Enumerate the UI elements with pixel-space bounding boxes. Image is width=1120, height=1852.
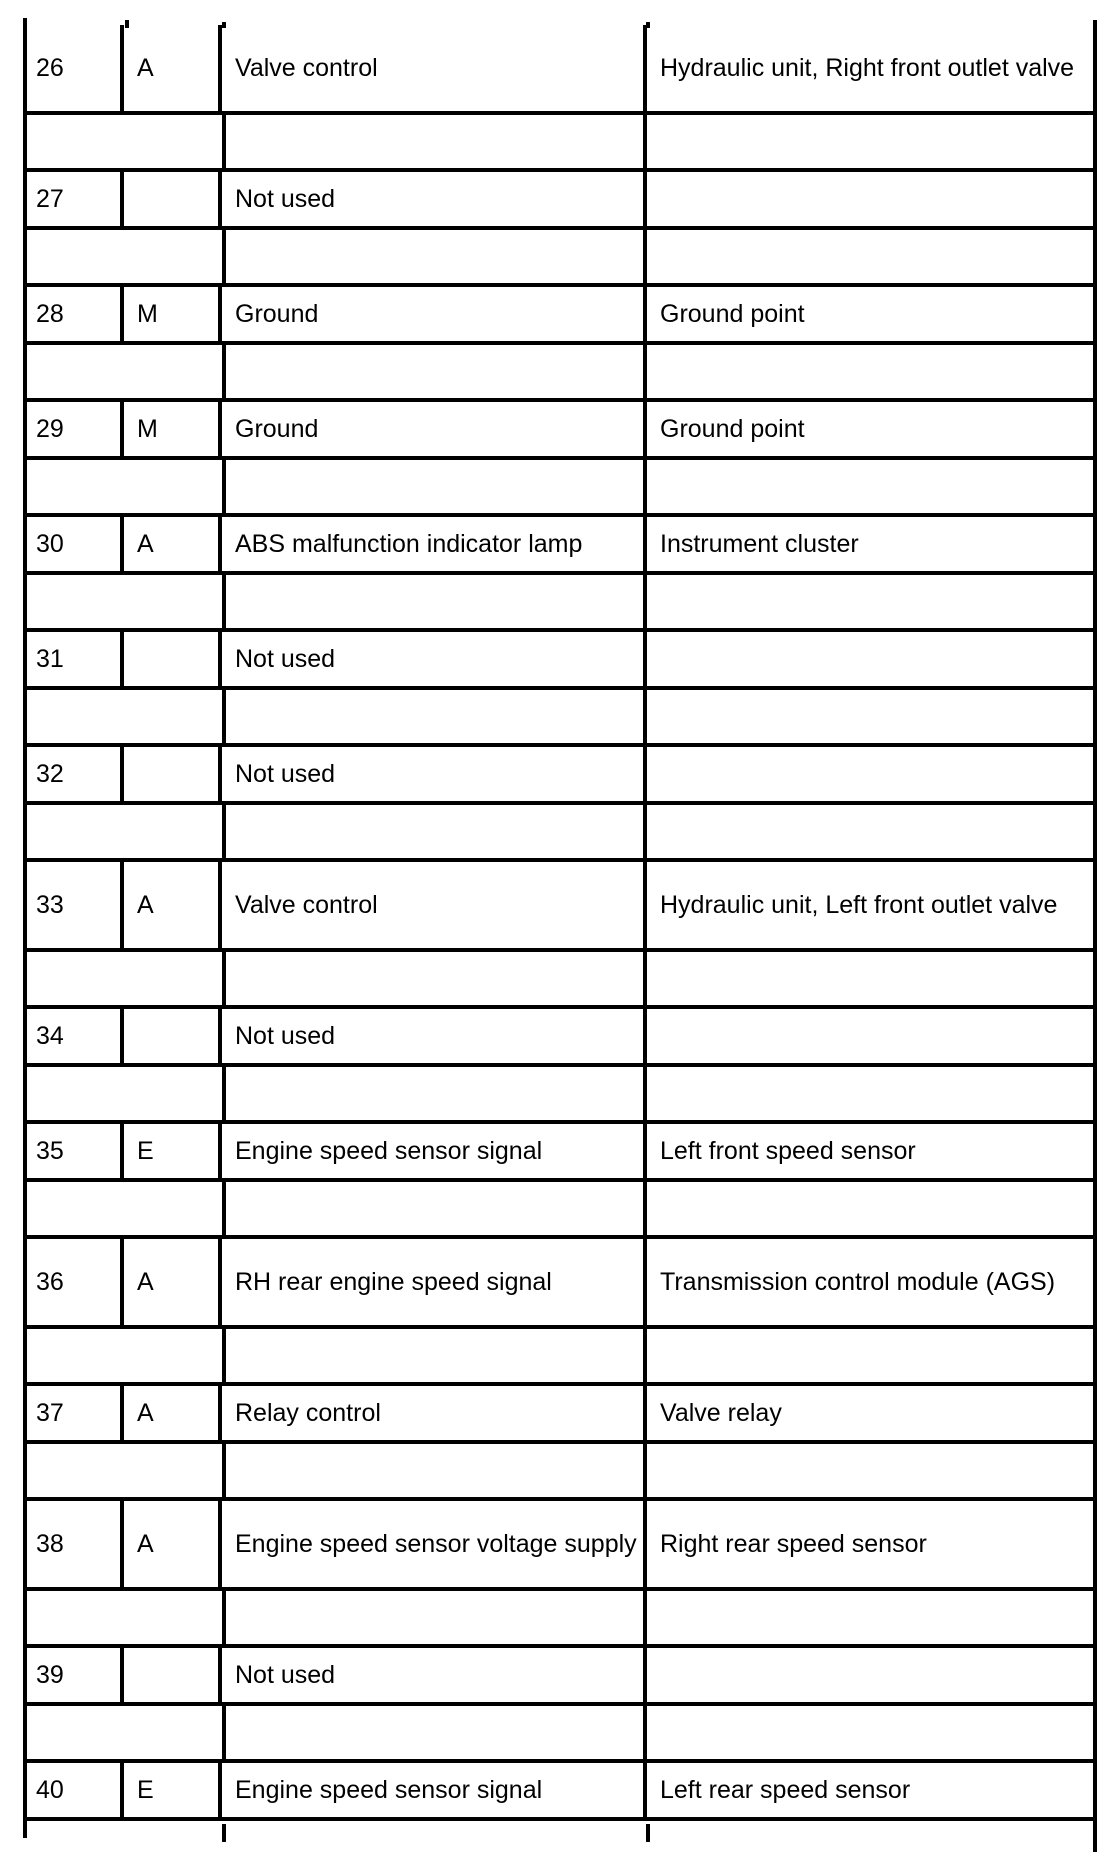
signal-type-cell	[124, 632, 222, 686]
spacer-row	[27, 1444, 1096, 1501]
description-cell: Relay control	[222, 1386, 647, 1440]
pin-number-cell: 31	[27, 632, 124, 686]
table-row	[27, 1386, 1096, 1444]
column-divider	[646, 1824, 650, 1842]
table-row	[27, 747, 1096, 805]
pin-number-cell: 27	[27, 172, 124, 226]
destination-cell: Transmission control module (AGS)	[660, 1268, 1056, 1296]
pin-number-cell: 26	[27, 25, 124, 111]
destination-cell: Ground point	[660, 300, 805, 328]
spacer-row	[27, 1706, 1096, 1763]
signal-type-cell: E	[124, 1763, 222, 1817]
signal-type-cell: A	[124, 517, 222, 571]
pin-number-cell: 38	[27, 1501, 124, 1587]
signal-type-cell: A	[124, 862, 222, 948]
table-row	[27, 862, 1096, 952]
table-row	[27, 1763, 1096, 1821]
table-row	[27, 1648, 1096, 1706]
table-row	[27, 1239, 1096, 1329]
description-cell: Not used	[222, 747, 647, 801]
spacer-row	[27, 345, 1096, 402]
pin-number-cell: 36	[27, 1239, 124, 1325]
signal-type-cell: A	[124, 25, 222, 111]
pin-number-cell: 34	[27, 1009, 124, 1063]
spacer-row	[27, 575, 1096, 632]
signal-type-cell: E	[124, 1124, 222, 1178]
pin-number-cell: 33	[27, 862, 124, 948]
table-row	[27, 1124, 1096, 1182]
table-body	[27, 25, 1096, 1821]
destination-cell	[647, 1648, 1096, 1702]
destination-cell: Left front speed sensor	[660, 1137, 916, 1165]
table-row	[27, 632, 1096, 690]
destination-cell: Ground point	[660, 415, 805, 443]
destination-cell: Hydraulic unit, Left front outlet valve	[660, 891, 1058, 919]
pin-number-cell: 29	[27, 402, 124, 456]
description-cell: Ground	[222, 402, 647, 456]
destination-cell	[647, 172, 1096, 226]
description-cell: Engine speed sensor signal	[222, 1763, 647, 1817]
spacer-row	[27, 690, 1096, 747]
pin-number-cell: 37	[27, 1386, 124, 1440]
table-row	[27, 1009, 1096, 1067]
spacer-row	[27, 1591, 1096, 1648]
signal-type-cell	[124, 1009, 222, 1063]
description-cell: ABS malfunction indicator lamp	[222, 517, 647, 571]
destination-cell	[647, 632, 1096, 686]
description-cell: Not used	[222, 172, 647, 226]
signal-type-cell: M	[124, 402, 222, 456]
signal-type-cell: M	[124, 287, 222, 341]
pin-number-cell: 40	[27, 1763, 124, 1817]
description-cell: Not used	[222, 1648, 647, 1702]
destination-cell: Left rear speed sensor	[660, 1776, 911, 1804]
signal-type-cell	[124, 172, 222, 226]
destination-cell: Right rear speed sensor	[660, 1530, 927, 1558]
pin-number-cell: 28	[27, 287, 124, 341]
description-cell: Engine speed sensor voltage supply	[222, 1501, 647, 1587]
column-divider	[222, 1824, 226, 1842]
spacer-row	[27, 460, 1096, 517]
table-row	[27, 287, 1096, 345]
signal-type-cell: A	[124, 1386, 222, 1440]
destination-cell	[647, 1009, 1096, 1063]
spacer-row	[27, 115, 1096, 172]
description-cell: Engine speed sensor signal	[222, 1124, 647, 1178]
pin-number-cell: 35	[27, 1124, 124, 1178]
spacer-row	[27, 1067, 1096, 1124]
pin-number-cell: 30	[27, 517, 124, 571]
description-cell: Not used	[222, 1009, 647, 1063]
table-row	[27, 402, 1096, 460]
destination-cell	[647, 747, 1096, 801]
signal-type-cell	[124, 747, 222, 801]
table-row	[27, 25, 1096, 115]
destination-cell: Hydraulic unit, Right front outlet valve	[660, 54, 1075, 82]
spacer-row	[27, 1182, 1096, 1239]
description-cell: RH rear engine speed signal	[222, 1239, 647, 1325]
table-row	[27, 172, 1096, 230]
signal-type-cell: A	[124, 1501, 222, 1587]
spacer-row	[27, 805, 1096, 862]
spacer-row	[27, 952, 1096, 1009]
destination-cell: Instrument cluster	[660, 530, 859, 558]
description-cell: Not used	[222, 632, 647, 686]
description-cell: Valve control	[222, 25, 647, 111]
table-row	[27, 517, 1096, 575]
spacer-row	[27, 1329, 1096, 1386]
pin-number-cell: 32	[27, 747, 124, 801]
pin-number-cell: 39	[27, 1648, 124, 1702]
description-cell: Ground	[222, 287, 647, 341]
description-cell: Valve control	[222, 862, 647, 948]
spacer-row	[27, 230, 1096, 287]
signal-type-cell	[124, 1648, 222, 1702]
destination-cell: Valve relay	[660, 1399, 782, 1427]
signal-type-cell: A	[124, 1239, 222, 1325]
table-row	[27, 1501, 1096, 1591]
